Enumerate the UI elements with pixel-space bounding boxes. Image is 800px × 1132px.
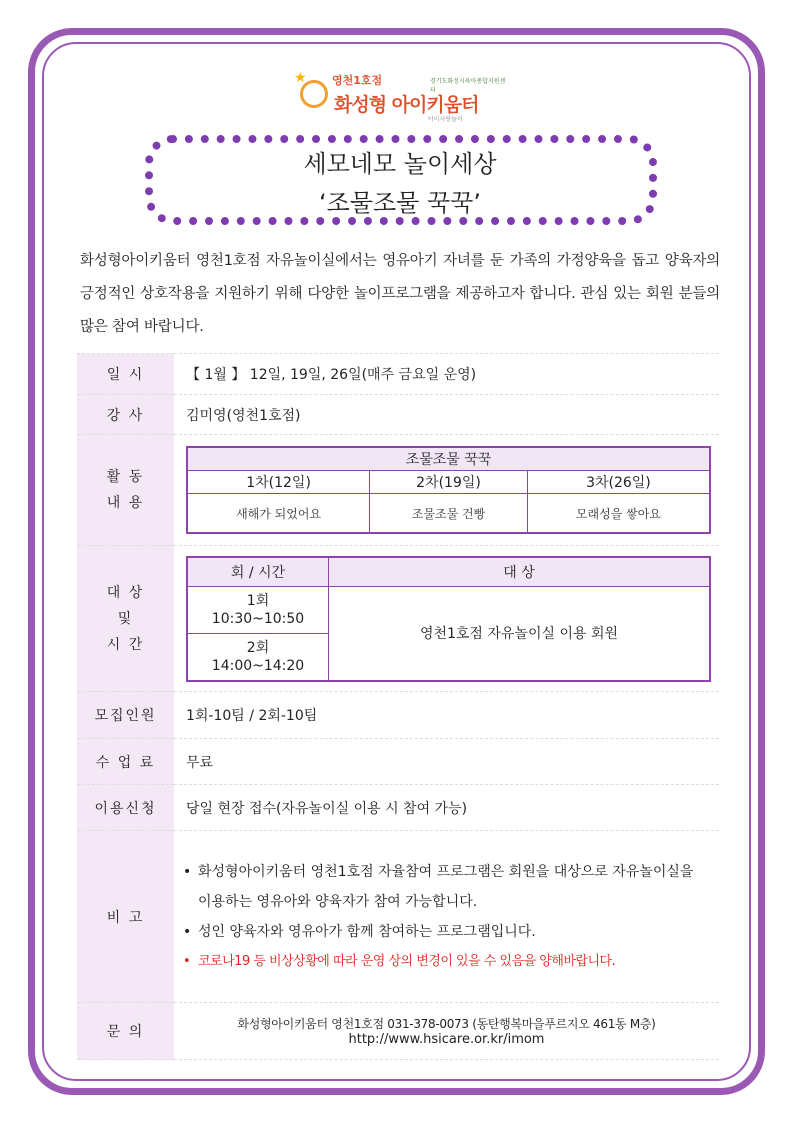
logo-name: 화성형 아이키움터 xyxy=(334,94,479,116)
logo-org: 경기도화성시육아종합지원센터 xyxy=(430,78,506,94)
smiley-icon xyxy=(300,80,328,108)
info-table xyxy=(77,353,719,1060)
contact-line-1: 화성형아이키움터 영천1호점 031-378-0073 (동탄행복마을푸르지오 461동 M층) xyxy=(237,1017,656,1031)
audience: 영천1호점 자유놀이실 이용 회원 xyxy=(329,586,711,681)
star-icon: ★ xyxy=(294,70,307,86)
slot-1-time: 10:30~10:50 xyxy=(211,610,305,627)
value-notes xyxy=(174,831,719,1003)
value-date: 【 1월 】 12일, 19일, 26일(매주 금요일 운영) xyxy=(174,354,719,395)
session-2-content: 조물조물 건빵 xyxy=(370,494,528,534)
value-teacher: 김미영(영천1호점) xyxy=(174,395,719,435)
value-target xyxy=(174,546,719,692)
label-target-3: 시 간 xyxy=(106,636,145,653)
row-recruit xyxy=(77,692,719,739)
logo-branch: 영천1호점 xyxy=(332,74,383,87)
label-recruit: 모집인원 xyxy=(77,692,174,739)
row-activity xyxy=(77,435,719,546)
activity-title: 조물조물 꾹꾹 xyxy=(187,447,710,471)
row-apply xyxy=(77,785,719,831)
label-activity-2: 내 용 xyxy=(106,495,145,511)
label-date: 일 시 xyxy=(77,354,174,395)
row-contact xyxy=(77,1003,719,1060)
value-activity xyxy=(174,435,719,546)
note-item: • 성인 양육자와 영유아가 함께 참여하는 프로그램입니다. xyxy=(174,917,718,947)
activity-table xyxy=(186,446,711,534)
value-recruit: 1회-10팀 / 2회-10팀 xyxy=(174,692,719,739)
slot-1 xyxy=(187,586,329,633)
col-target-header: 대 상 xyxy=(329,557,711,587)
logo xyxy=(294,70,510,124)
intro-paragraph: 화성형아이키움터 영천1호점 자유놀이실에서는 영유아기 자녀를 둔 가족의 가정양육을 돕고 양육자의 긍정적인 상호작용을 지원하기 위해 다양한 놀이프로그램을 제공하고자 합니다. 관심 있는 회원 분들의 많은 참여 바랍니다. xyxy=(80,253,720,335)
label-activity xyxy=(77,435,174,546)
label-contact: 문 의 xyxy=(77,1003,174,1060)
target-table xyxy=(186,556,711,682)
contact-url[interactable]: http://www.hsicare.or.kr/imom xyxy=(348,1032,545,1047)
note-warning: • 코로나19 등 비상상황에 따라 운영 상의 변경이 있을 수 있음을 양해바랍니다. xyxy=(174,947,718,977)
label-target xyxy=(77,546,174,692)
notes-list xyxy=(174,857,718,977)
label-apply: 이용신청 xyxy=(77,785,174,831)
session-3-head: 3차(26일) xyxy=(527,471,710,494)
value-apply: 당일 현장 접수(자유놀이실 이용 시 참여 가능) xyxy=(174,785,719,831)
label-teacher: 강 사 xyxy=(77,395,174,435)
note-item: • 화성형아이키움터 영천1호점 자율참여 프로그램은 회원을 대상으로 자유놀이실을 이용하는 영유아와 양육자가 참여 가능합니다. xyxy=(174,857,718,917)
logo-sub: 아이사랑놀이 xyxy=(428,116,463,123)
label-target-1: 대 상 xyxy=(106,584,145,601)
slot-2-round: 2회 xyxy=(246,639,270,656)
session-1-head: 1차(12일) xyxy=(187,471,370,494)
row-notes xyxy=(77,831,719,1003)
label-target-2: 및 xyxy=(117,610,134,627)
session-3-content: 모래성을 쌓아요 xyxy=(527,494,710,534)
value-fee: 무료 xyxy=(174,739,719,785)
session-2-head: 2차(19일) xyxy=(370,471,528,494)
session-1-content: 새해가 되었어요 xyxy=(187,494,370,534)
value-contact xyxy=(174,1003,719,1060)
page-title: 세모네모 놀이세상 xyxy=(303,150,497,178)
slot-2-time: 14:00~14:20 xyxy=(211,657,305,674)
page-subtitle: ‘조물조물 꾹꾹’ xyxy=(319,189,481,217)
label-fee: 수 업 료 xyxy=(77,739,174,785)
label-notes: 비 고 xyxy=(77,831,174,1003)
row-target xyxy=(77,546,719,692)
col-time-header: 회 / 시간 xyxy=(187,557,329,587)
row-fee xyxy=(77,739,719,785)
row-teacher xyxy=(77,395,719,435)
label-activity-1: 활 동 xyxy=(106,469,145,485)
row-date xyxy=(77,354,719,395)
slot-1-round: 1회 xyxy=(246,592,270,609)
slot-2 xyxy=(187,633,329,681)
